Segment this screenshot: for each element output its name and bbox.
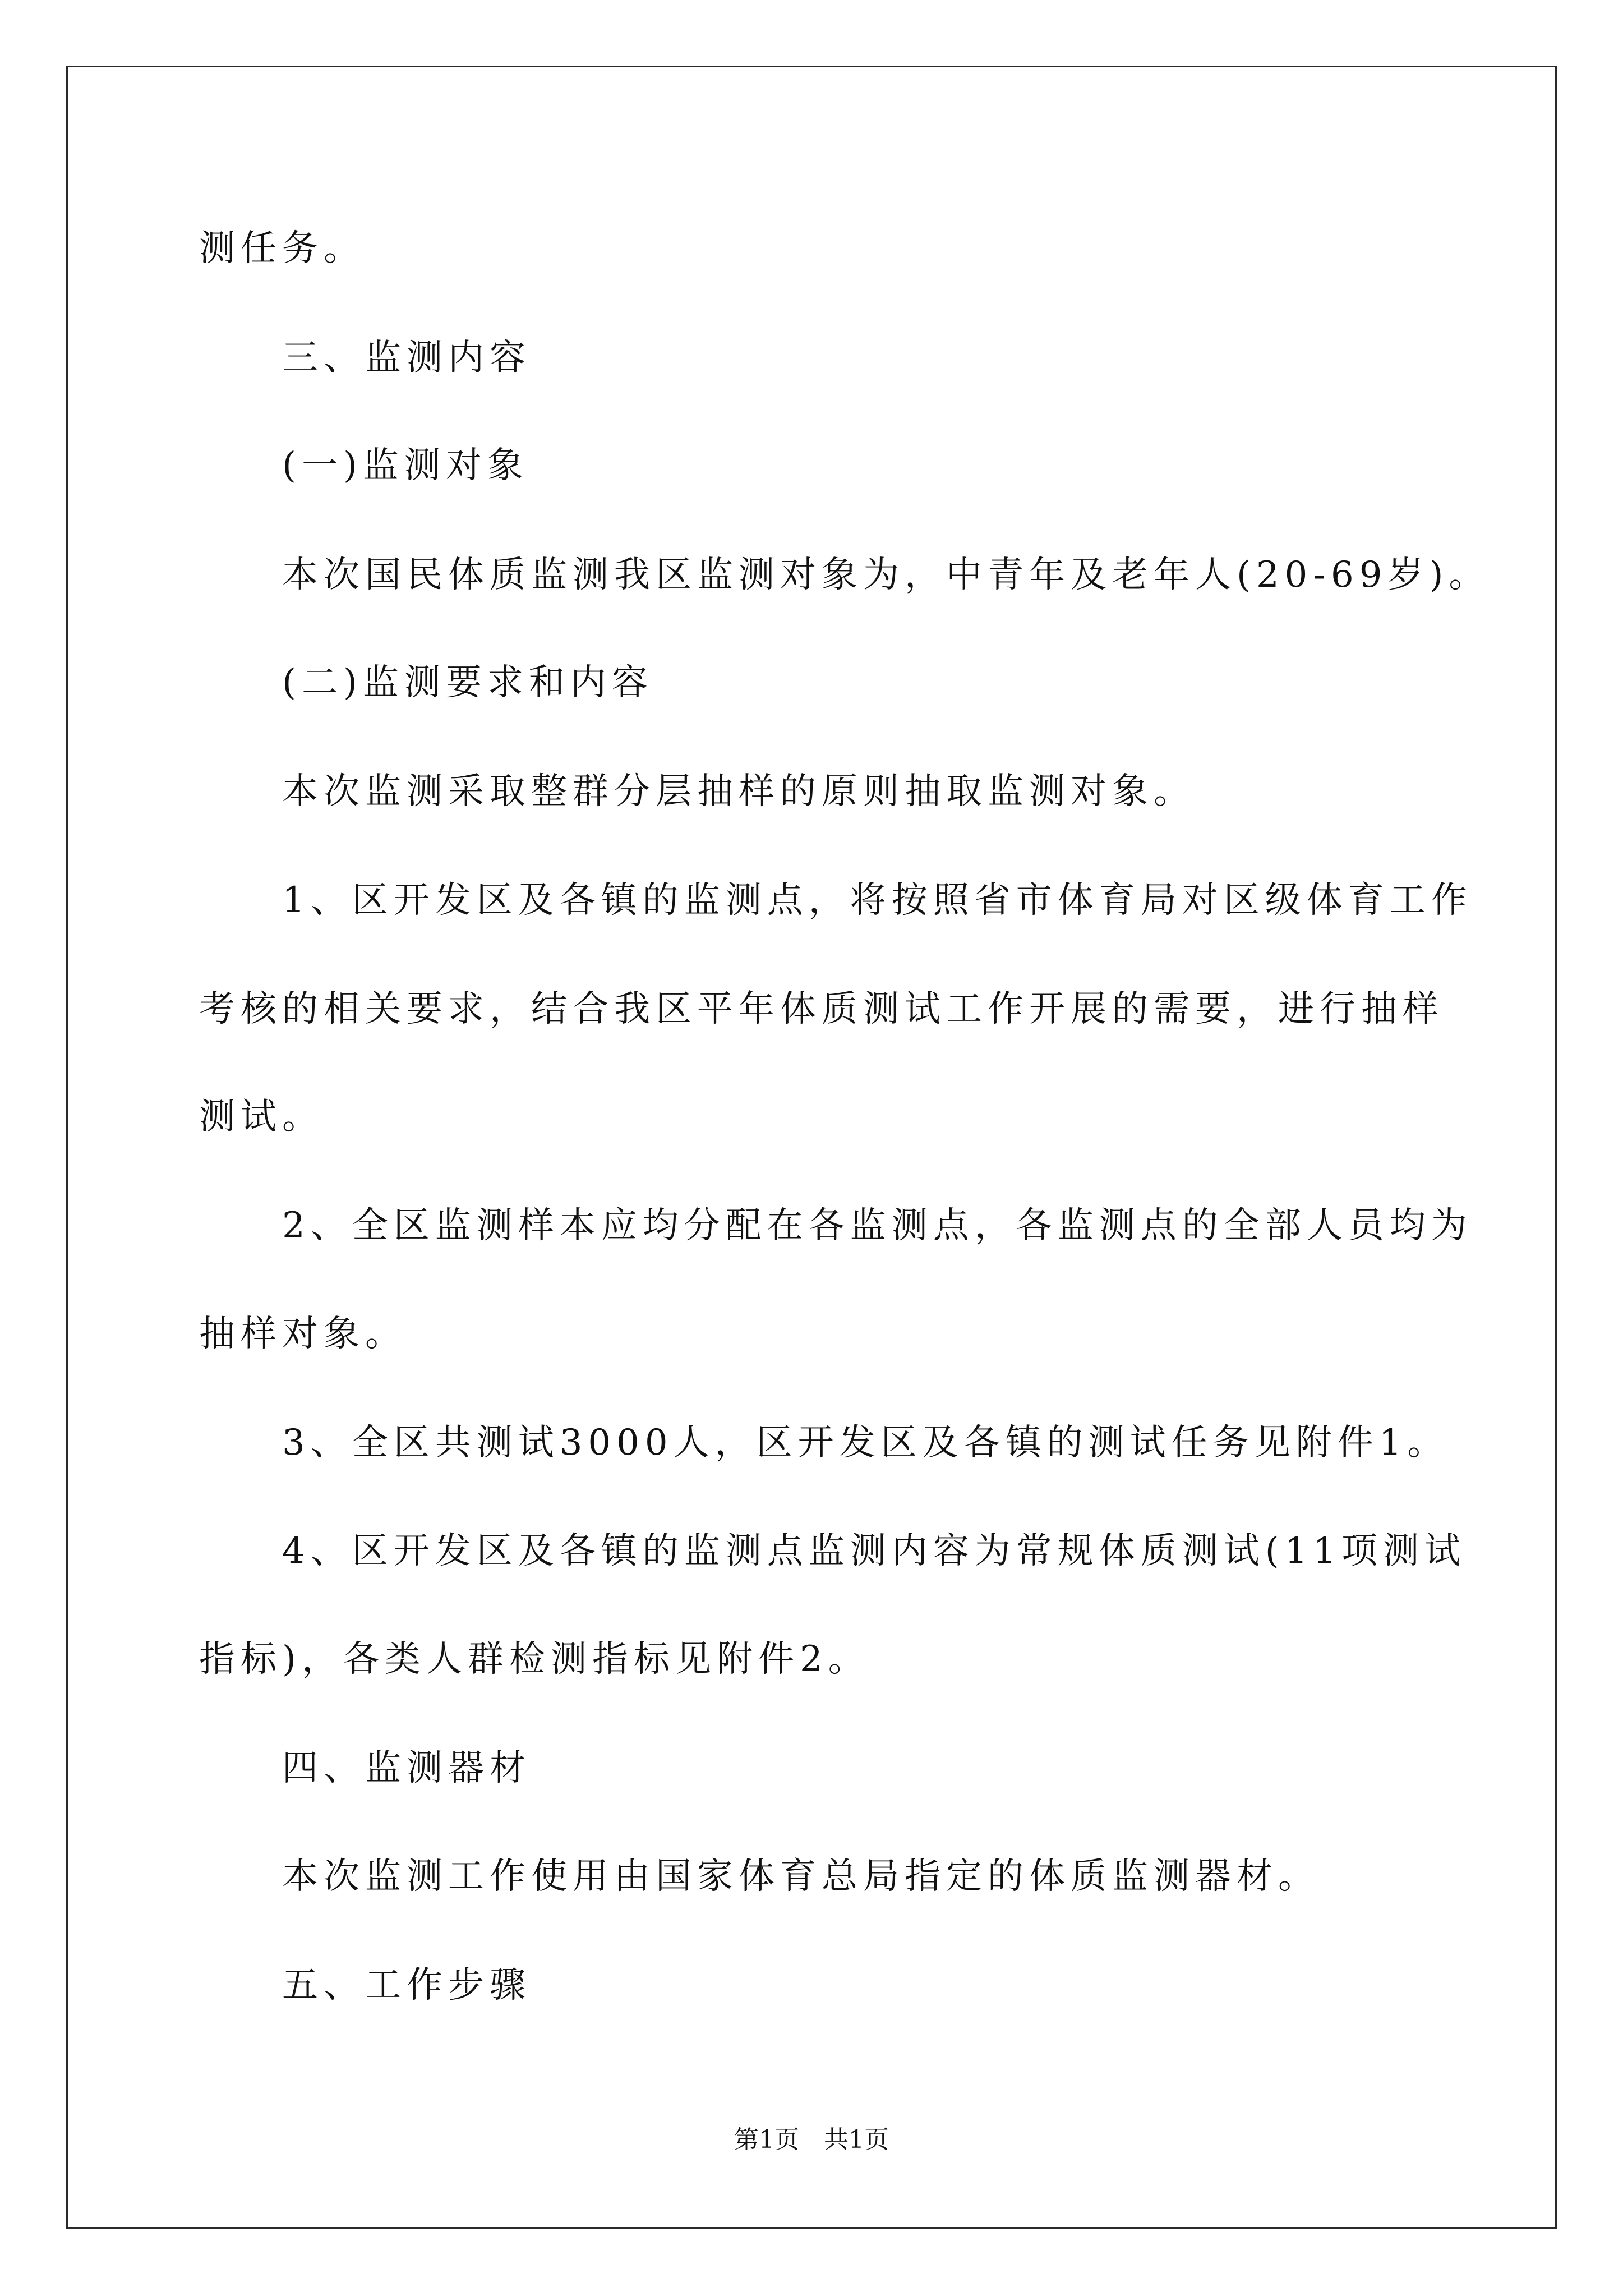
paragraph-line: 本次监测采取整群分层抽样的原则抽取监测对象。: [282, 771, 1195, 812]
section-heading: 五、工作步骤: [282, 1964, 531, 2006]
section-heading: 三、监测内容: [282, 337, 531, 379]
text-line: 测任务。: [199, 228, 365, 269]
paragraph-line: 考核的相关要求，结合我区平年体质测试工作开展的需要，进行抽样: [199, 988, 1444, 1030]
paragraph-line: 测试。: [199, 1096, 324, 1138]
subsection-heading: (二)监测要求和内容: [282, 662, 653, 703]
subsection-heading: (一)监测对象: [282, 445, 529, 486]
paragraph-line: 2、全区监测样本应均分配在各监测点，各监测点的全部人员均为: [282, 1205, 1473, 1246]
page-footer: 第1页 共1页: [734, 2125, 889, 2154]
paragraph-line: 指标)，各类人群检测指标见附件2。: [199, 1639, 870, 1680]
paragraph-line: 本次国民体质监测我区监测对象为，中青年及老年人(20-69岁)。: [282, 554, 1491, 596]
section-heading: 四、监测器材: [282, 1747, 531, 1789]
page-border: [66, 66, 1557, 2229]
paragraph-line: 4、区开发区及各镇的监测点监测内容为常规体质测试(11项测试: [282, 1530, 1467, 1572]
paragraph-line: 抽样对象。: [199, 1313, 407, 1355]
paragraph-line: 1、区开发区及各镇的监测点，将按照省市体育局对区级体育工作: [282, 880, 1473, 921]
paragraph-line: 3、全区共测试3000人，区开发区及各镇的测试任务见附件1。: [282, 1422, 1449, 1464]
paragraph-line: 本次监测工作使用由国家体育总局指定的体质监测器材。: [282, 1856, 1320, 1897]
